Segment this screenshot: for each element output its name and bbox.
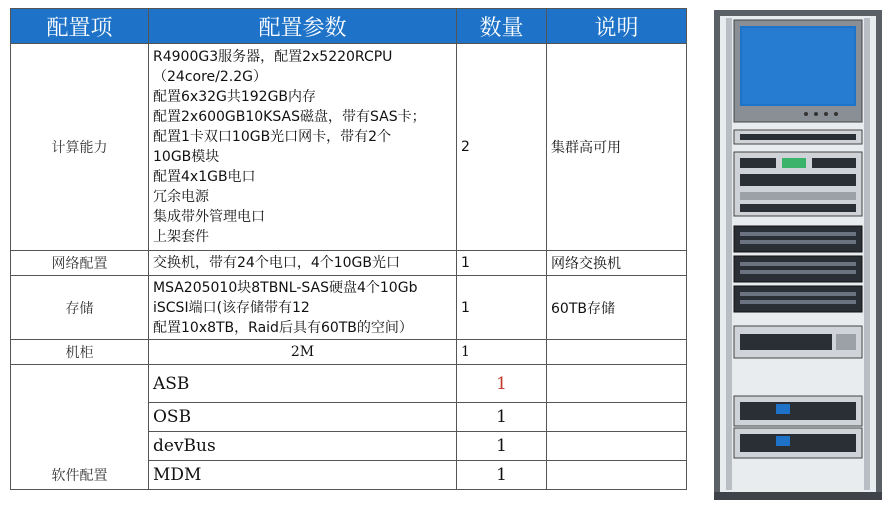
software-name: ASB	[149, 365, 457, 403]
rack-base	[714, 492, 882, 500]
table-row-cabinet	[11, 340, 687, 365]
switch-icon	[734, 152, 862, 216]
network-qty: 1	[457, 251, 547, 276]
server-unit-icon	[734, 286, 862, 312]
ups-unit-icon	[734, 396, 862, 426]
header-config-params: 配置参数	[149, 9, 457, 44]
cabinet-params: 2M	[149, 340, 457, 365]
software-note	[547, 365, 687, 403]
software-name: MDM	[149, 461, 457, 490]
header-config-item: 配置项	[11, 9, 149, 44]
console-unit-icon	[734, 130, 862, 144]
cabinet-item: 机柜	[11, 340, 149, 365]
compute-param-line: （24core/2.2G）	[153, 69, 267, 85]
storage-param-line: iSCSI端口(该存储带有12	[153, 299, 310, 316]
table-row-storage	[11, 276, 687, 340]
header-description: 说明	[547, 9, 687, 44]
compute-param-line: 冗余电源	[153, 189, 209, 205]
cabinet-note	[547, 340, 687, 365]
software-qty: 1	[457, 461, 547, 490]
network-item: 网络配置	[11, 251, 149, 276]
software-item: 软件配置	[11, 461, 149, 490]
cabinet-qty: 1	[457, 340, 547, 365]
storage-unit-icon	[734, 326, 862, 358]
table-row-software	[11, 432, 687, 461]
software-name: OSB	[149, 403, 457, 432]
table-row-compute	[11, 44, 687, 251]
storage-item: 存储	[11, 276, 149, 340]
software-note	[547, 403, 687, 432]
header-quantity: 数量	[457, 9, 547, 44]
storage-param-line: 配置10x8TB，Raid后具有60TB的空间）	[153, 319, 413, 336]
compute-param-line: 配置4x1GB电口	[153, 169, 256, 185]
software-name: devBus	[149, 432, 457, 461]
network-params: 交换机，带有24个电口，4个10GB光口	[149, 251, 457, 276]
compute-param-line: 上架套件	[153, 229, 209, 245]
compute-param-line: 配置1卡双口10GB光口网卡，带有2个	[153, 129, 392, 145]
server-unit-icon	[734, 226, 862, 252]
compute-param-line: 配置2x600GB10KSAS磁盘，带有SAS卡；	[153, 109, 426, 125]
software-item-mid	[11, 403, 149, 432]
server-rack-illustration	[706, 6, 884, 504]
storage-qty: 1	[457, 276, 547, 340]
software-item-top	[11, 365, 149, 403]
software-qty: 1	[457, 432, 547, 461]
software-note	[547, 461, 687, 490]
compute-item: 计算能力	[11, 44, 149, 251]
software-item-mid	[11, 432, 149, 461]
software-qty: 1	[457, 365, 547, 403]
table-row-software	[11, 365, 687, 403]
storage-params	[149, 276, 457, 340]
network-note: 网络交换机	[547, 251, 687, 276]
config-table	[10, 8, 687, 490]
compute-param-line: 配置6x32G共192GB内存	[153, 89, 317, 105]
table-row-software	[11, 403, 687, 432]
ups-unit-icon	[734, 428, 862, 458]
compute-qty: 2	[457, 44, 547, 251]
software-note	[547, 432, 687, 461]
storage-param-line: MSA205010块8TBNL-SAS硬盘4个10Gb	[153, 279, 418, 296]
compute-param-line: 10GB模块	[153, 149, 220, 165]
server-unit-icon	[734, 256, 862, 282]
table-row-network	[11, 251, 687, 276]
storage-note: 60TB存储	[547, 276, 687, 340]
compute-params	[149, 44, 457, 251]
compute-note: 集群高可用	[547, 44, 687, 251]
compute-param-line: 集成带外管理电口	[153, 209, 265, 225]
monitor-icon	[734, 20, 862, 122]
table-header-row	[11, 9, 687, 44]
software-qty: 1	[457, 403, 547, 432]
table-row-software	[11, 461, 687, 490]
compute-param-line: R4900G3服务器，配置2x5220RCPU	[153, 49, 393, 65]
